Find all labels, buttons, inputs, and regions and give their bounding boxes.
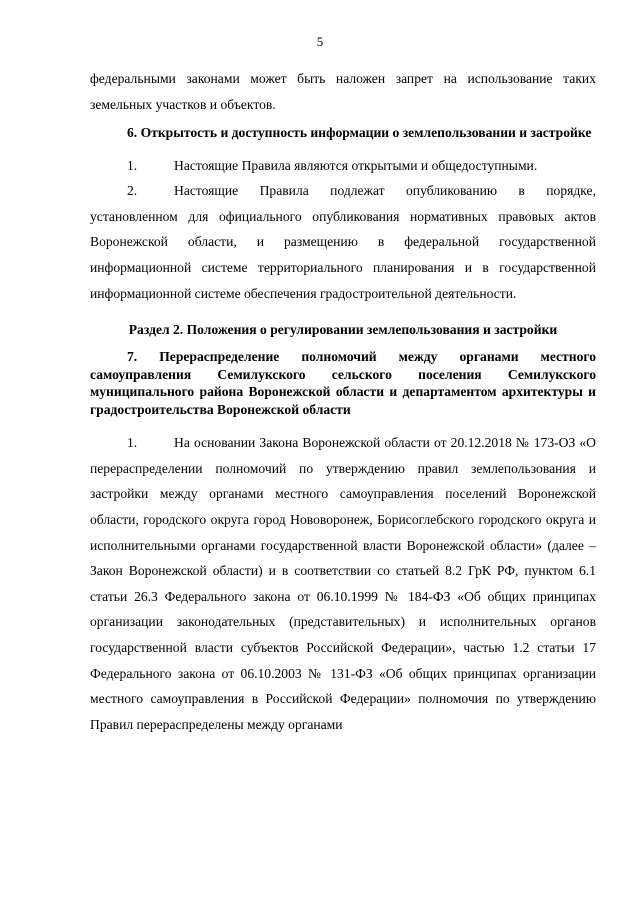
- item-6-1-text: Настоящие Правила являются открытыми и общедоступными.: [174, 157, 538, 173]
- item-7-1: [90, 430, 596, 737]
- item-7-1-number: 1.: [127, 435, 138, 451]
- page-number: 5: [316, 34, 324, 49]
- intro-paragraph: федеральными законами может быть наложен запрет на использование таких земельных участков и объектов.: [90, 71, 596, 112]
- heading-section-7: 7. Перераспределение полномочий между органами местного самоуправления Семилукского сельского поселения Семилукского муниципального района Воронежской области и департаментом архитектуры и градостроительства Воронежской области: [90, 349, 596, 417]
- item-6-2-text: Настоящие Правила подлежат опубликованию в порядке, установленном для официального опубликования нормативных правовых актов Воронежской области, и размещению в федеральной государственной информационной системе территориального планирования и в государственной информационной системе обеспечения градостроительной деятельности.: [90, 183, 596, 301]
- section-2-title: Раздел 2. Положения о регулировании землепользования и застройки: [128, 322, 558, 338]
- item-6-2-number: 2.: [127, 183, 138, 199]
- item-6-1: [90, 153, 596, 179]
- item-6-1-number: 1.: [127, 157, 138, 173]
- item-6-2: [90, 178, 596, 306]
- heading-section-6: 6. Открытость и доступность информации о землепользовании и застройке: [127, 125, 592, 141]
- item-7-1-text: На основании Закона Воронежской области от 20.12.2018 № 173-ОЗ «О перераспределении полномочий по утверждению правил землепользования и застройки между органами местного самоуправления поселений Воронежской области, городского округа город Нововоронеж, Борисоглебского городского округа и исполнительными органами государственной власти Воронежской области» (далее – Закон Воронежской области) и в соответствии со статьей 8.2 ГрК РФ, пунктом 6.1 статьи 26.3 Федерального закона от 06.10.1999 № 184-ФЗ «Об общих принципах организации законодательных (представительных) и исполнительных органов государственной власти субъектов Российской Федерации», частью 1.2 статьи 17 Федерального закона от 06.10.2003 № 131-ФЗ «Об общих принципах организации местного самоуправления в Российской Федерации» полномочия по утверждению Правил перераспределены между органами: [90, 435, 596, 732]
- document-body: [90, 66, 596, 737]
